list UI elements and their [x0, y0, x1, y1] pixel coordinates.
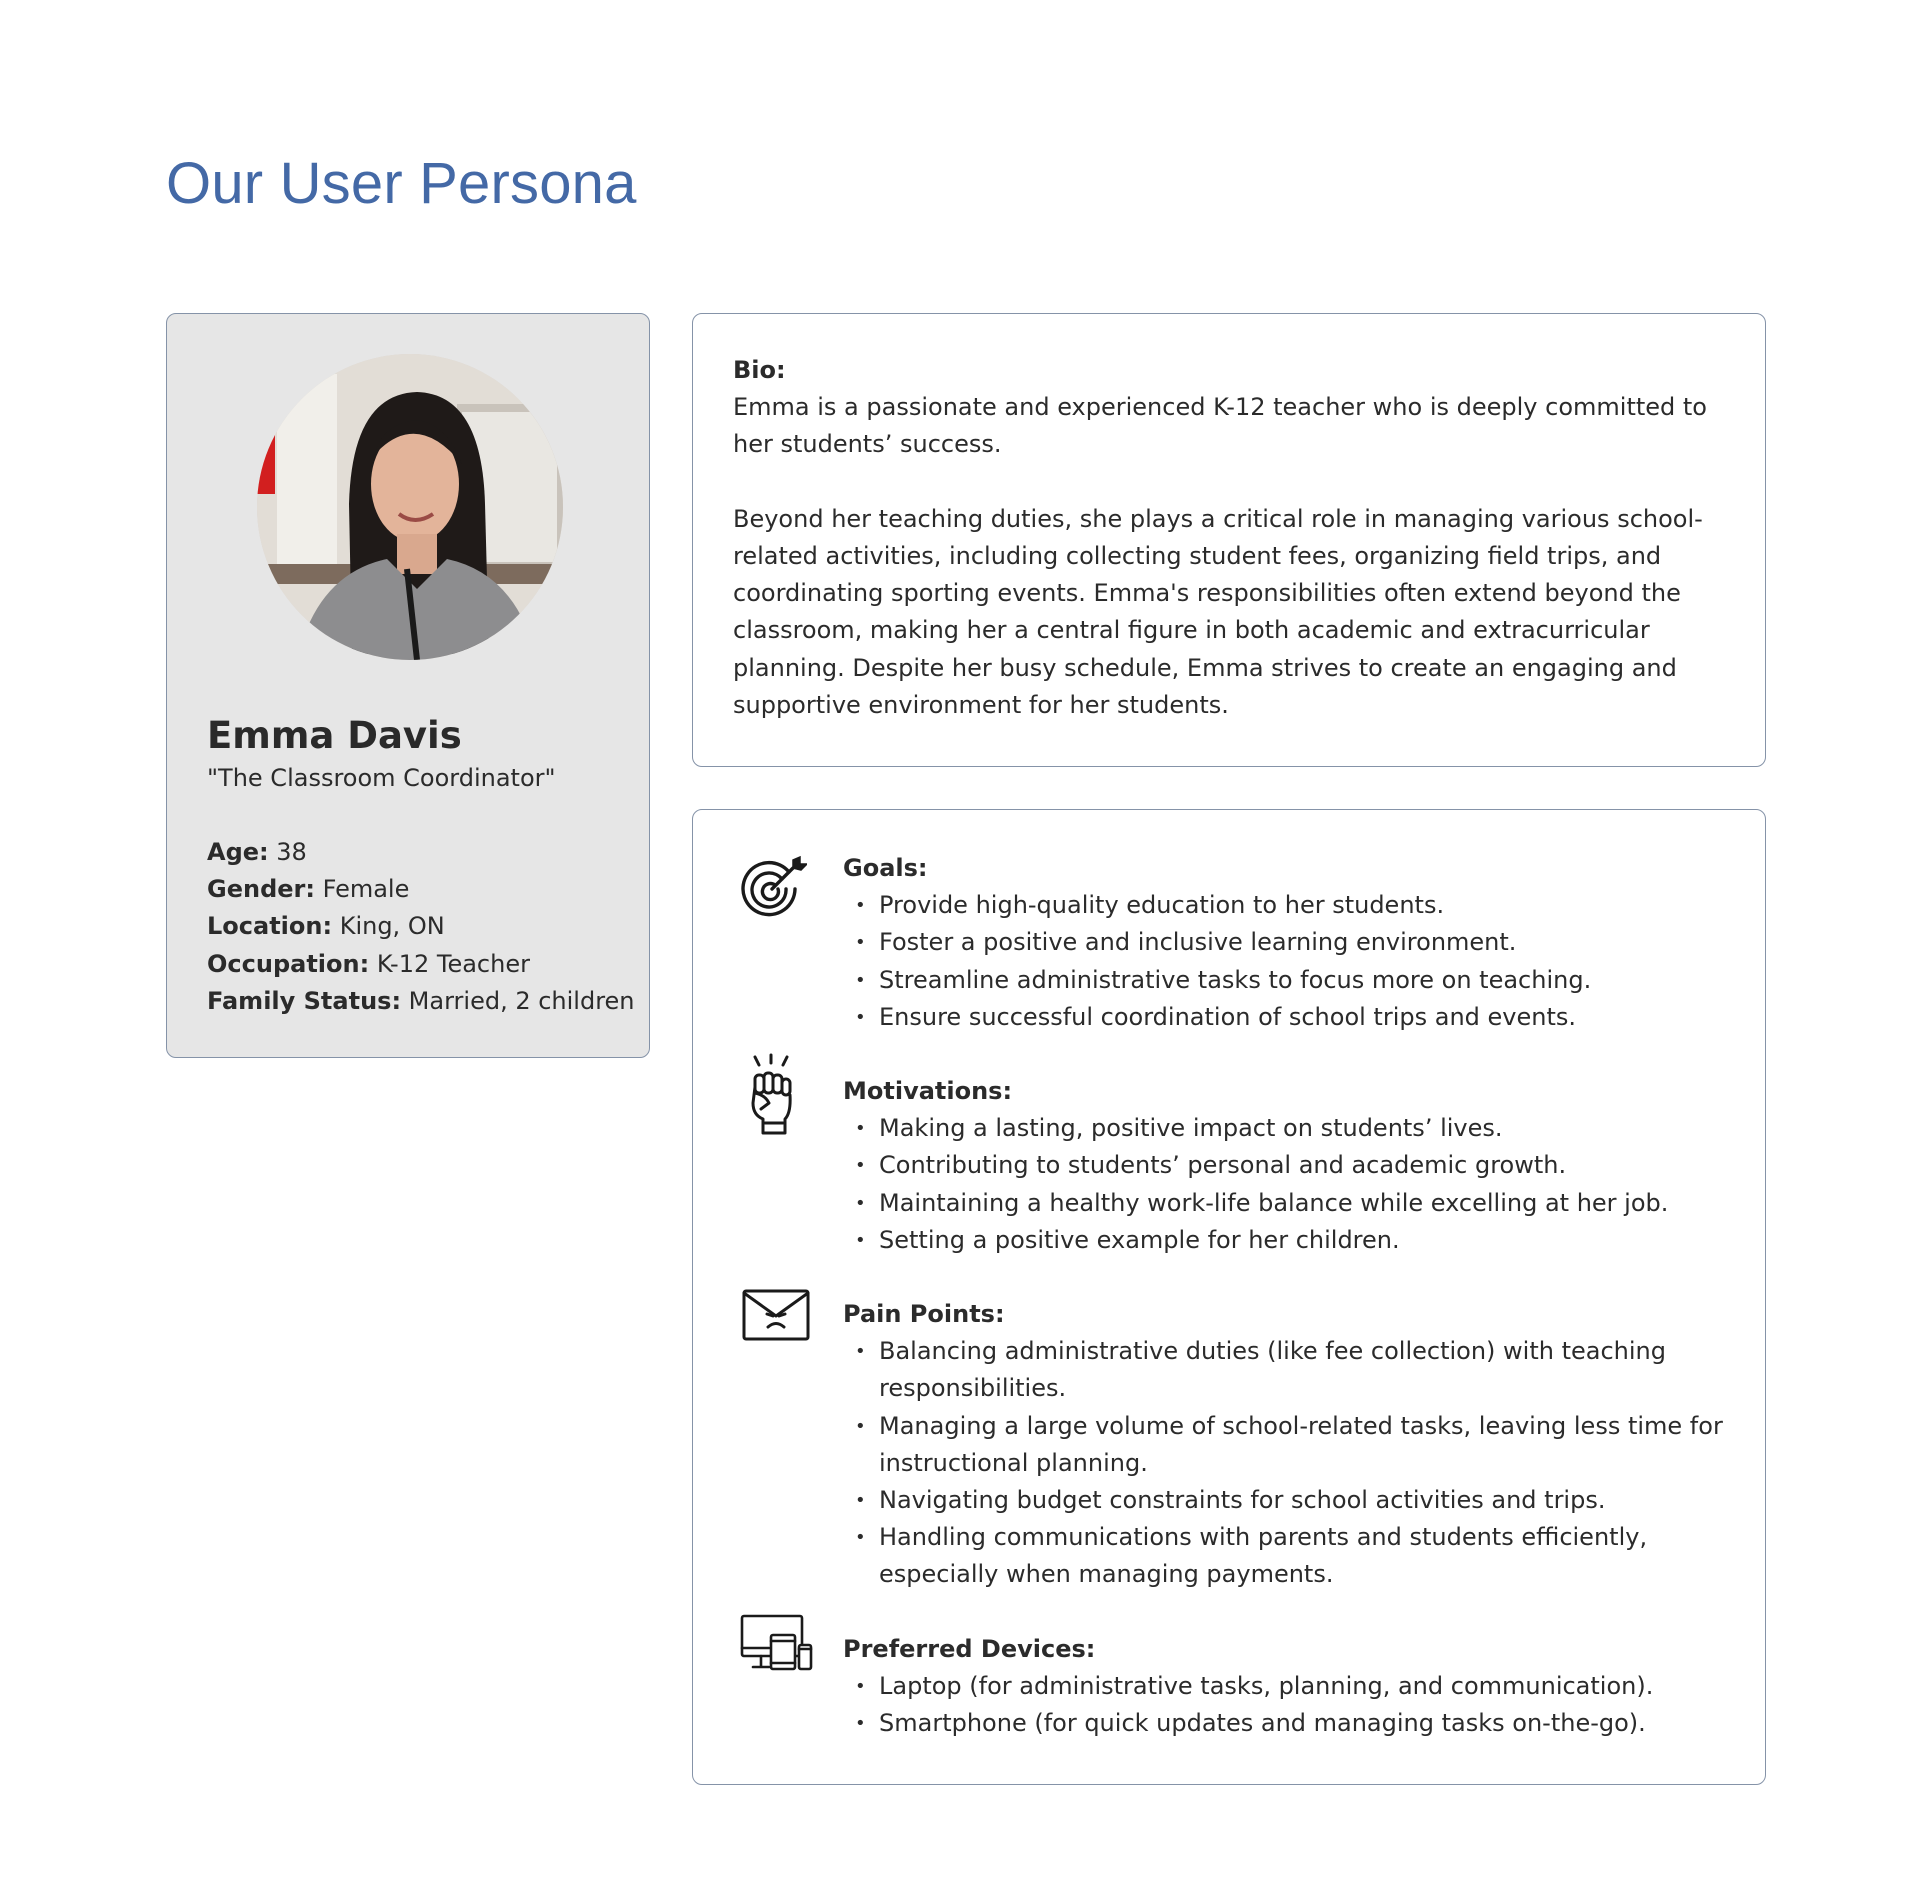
fact-label: Occupation: [207, 949, 370, 978]
goals-list [843, 887, 1723, 1036]
pain-points-heading: Pain Points: [843, 1300, 1005, 1328]
list-item: • Managing a large volume of school-related tasks, leaving less time for instructional planning. [843, 1408, 1723, 1482]
fact-label: Gender: [207, 875, 315, 904]
fact-age [207, 834, 635, 871]
fact-family-status [207, 983, 635, 1020]
persona-name: Emma Davis [207, 714, 462, 757]
devices-icon [739, 1613, 813, 1673]
page-title: Our User Persona [166, 151, 637, 216]
bio-label: Bio: [733, 356, 786, 384]
list-item: • Contributing to students’ personal and academic growth. [843, 1147, 1723, 1184]
list-item: • Balancing administrative duties (like fee collection) with teaching responsibilities. [843, 1333, 1723, 1407]
motivations-list [843, 1110, 1723, 1259]
list-item: • Setting a positive example for her children. [843, 1222, 1723, 1259]
goals-heading: Goals: [843, 854, 928, 882]
fact-value: Female [314, 875, 410, 904]
devices-heading: Preferred Devices: [843, 1635, 1096, 1663]
fact-label: Family Status: [207, 986, 402, 1015]
avatar-photo [257, 354, 563, 660]
fact-value: K-12 Teacher [369, 949, 530, 978]
list-item: • Making a lasting, positive impact on students’ lives. [843, 1110, 1723, 1147]
fact-value: King, ON [332, 912, 445, 941]
raised-fist-icon [731, 1053, 811, 1139]
fact-value: Married, 2 children [401, 986, 635, 1015]
devices-list [843, 1668, 1723, 1742]
details-card [692, 809, 1766, 1785]
fact-label: Location: [207, 912, 333, 941]
target-icon [737, 854, 807, 924]
list-item: • Handling communications with parents and students efficiently, especially when managing payments. [843, 1519, 1723, 1593]
bio-paragraph: Emma is a passionate and experienced K-12 teacher who is deeply committed to her students’ success. [733, 393, 1707, 459]
motivations-heading: Motivations: [843, 1077, 1013, 1105]
bio-paragraph: Beyond her teaching duties, she plays a critical role in managing various school-related activities, including collecting student fees, organizing field trips, and coordinating sporting events. Emma's responsibilities often extend beyond the classroom, making her a central figure in both academic and extracurricular planning. Despite her busy schedule, Emma strives to create an engaging and supportive environment for her students. [733, 504, 1703, 719]
list-item: • Streamline administrative tasks to focus more on teaching. [843, 962, 1723, 999]
fact-label: Age: [207, 838, 269, 866]
fact-gender [207, 871, 635, 908]
list-item: • Foster a positive and inclusive learning environment. [843, 924, 1723, 961]
fact-value: 38 [268, 838, 307, 866]
fact-occupation [207, 946, 635, 983]
avatar [257, 354, 563, 660]
list-item: • Ensure successful coordination of school trips and events. [843, 999, 1723, 1036]
angry-envelope-icon [741, 1288, 811, 1344]
list-item: • Laptop (for administrative tasks, planning, and communication). [843, 1668, 1723, 1705]
list-item: • Provide high-quality education to her students. [843, 887, 1723, 924]
fact-location [207, 908, 635, 945]
list-item: • Maintaining a healthy work-life balance while excelling at her job. [843, 1185, 1723, 1222]
bio-card [692, 313, 1766, 767]
persona-tagline: "The Classroom Coordinator" [207, 764, 556, 792]
list-item: • Smartphone (for quick updates and managing tasks on-the-go). [843, 1705, 1723, 1742]
profile-card [166, 313, 650, 1058]
pain-points-list [843, 1333, 1723, 1593]
list-item: • Navigating budget constraints for school activities and trips. [843, 1482, 1723, 1519]
persona-facts [207, 834, 635, 1020]
